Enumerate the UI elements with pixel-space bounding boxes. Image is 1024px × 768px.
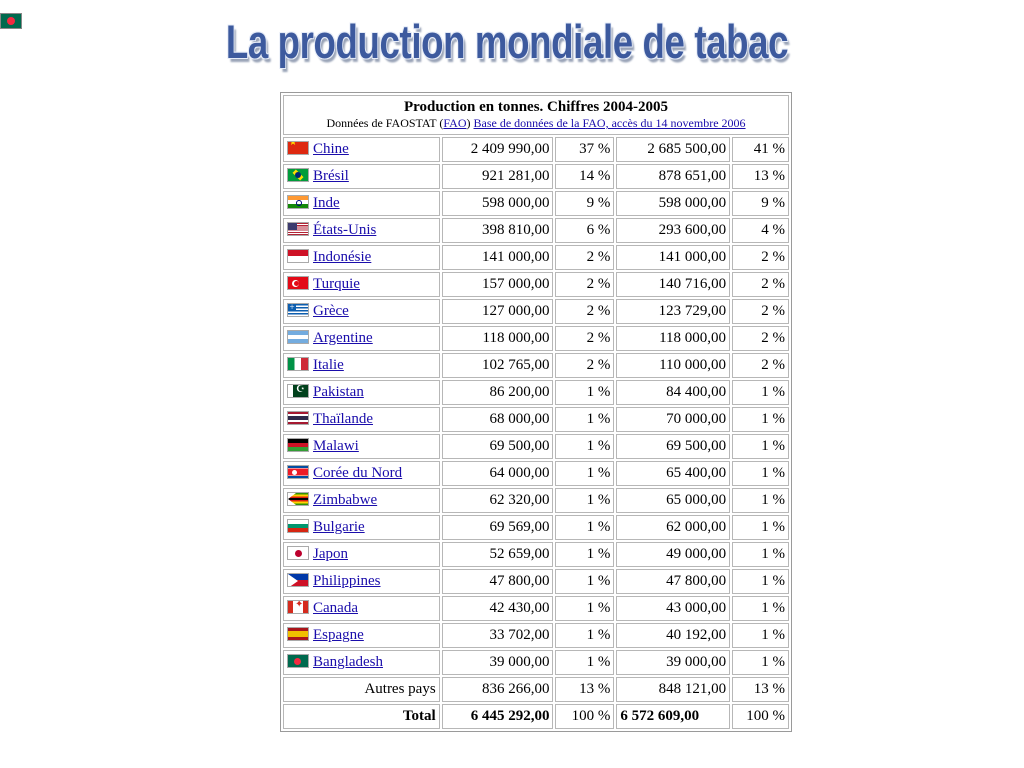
country-link[interactable]: Thaïlande [313, 411, 373, 427]
production-2004-cell: 836 266,00 [442, 677, 554, 702]
country-cell [283, 407, 440, 432]
share-2005-cell: 9 % [732, 191, 789, 216]
country-cell [283, 569, 440, 594]
production-2004-cell: 598 000,00 [442, 191, 554, 216]
table-row [283, 299, 789, 324]
share-2004-cell: 1 % [555, 542, 614, 567]
total-row [283, 704, 789, 729]
country-link[interactable]: États-Unis [313, 222, 377, 238]
country-cell [283, 299, 440, 324]
country-link[interactable]: Corée du Nord [313, 465, 403, 481]
table-row [283, 164, 789, 189]
table-row [283, 488, 789, 513]
es-flag-icon [287, 627, 309, 641]
production-2004-cell: 68 000,00 [442, 407, 554, 432]
production-2005-cell: 598 000,00 [616, 191, 730, 216]
country-cell [283, 380, 440, 405]
caption-title: Production en tonnes. Chiffres 2004-2005 [403, 99, 669, 115]
production-2004-cell: 52 659,00 [442, 542, 554, 567]
country-cell [283, 164, 440, 189]
country-link[interactable]: Inde [313, 195, 340, 211]
others-row [283, 677, 789, 702]
country-cell [283, 596, 440, 621]
zw-flag-icon [287, 492, 309, 506]
country-link[interactable]: Indonésie [313, 249, 372, 265]
bd-flag-icon [287, 654, 309, 668]
country-link[interactable]: Zimbabwe [313, 492, 378, 508]
production-2005-cell: 49 000,00 [616, 542, 730, 567]
caption-source [286, 115, 786, 131]
table-row [283, 245, 789, 270]
us-flag-icon [287, 222, 309, 236]
production-2005-cell: 43 000,00 [616, 596, 730, 621]
country-link[interactable]: Argentine [313, 330, 373, 346]
share-2005-cell: 100 % [732, 704, 789, 729]
table-row [283, 461, 789, 486]
share-2005-cell: 2 % [732, 272, 789, 297]
table-row [283, 326, 789, 351]
production-2004-cell: 921 281,00 [442, 164, 554, 189]
share-2005-cell: 2 % [732, 299, 789, 324]
production-2004-cell: 33 702,00 [442, 623, 554, 648]
it-flag-icon [287, 357, 309, 371]
country-cell [283, 353, 440, 378]
share-2005-cell: 1 % [732, 542, 789, 567]
share-2005-cell: 41 % [732, 137, 789, 162]
production-2004-cell: 118 000,00 [442, 326, 554, 351]
share-2005-cell: 1 % [732, 434, 789, 459]
production-2005-cell: 848 121,00 [616, 677, 730, 702]
production-2005-cell: 65 000,00 [616, 488, 730, 513]
share-2004-cell: 1 % [555, 407, 614, 432]
share-2004-cell: 1 % [555, 623, 614, 648]
others-row-label: Autres pays [283, 677, 440, 702]
ph-flag-icon [287, 573, 309, 587]
in-flag-icon [287, 195, 309, 209]
production-2005-cell: 2 685 500,00 [616, 137, 730, 162]
country-cell [283, 542, 440, 567]
share-2004-cell: 1 % [555, 434, 614, 459]
share-2005-cell: 13 % [732, 164, 789, 189]
production-2005-cell: 47 800,00 [616, 569, 730, 594]
ar-flag-icon [287, 330, 309, 344]
production-table [281, 93, 791, 731]
share-2005-cell: 1 % [732, 515, 789, 540]
production-2005-cell: 878 651,00 [616, 164, 730, 189]
pk-flag-icon [287, 384, 309, 398]
share-2004-cell: 37 % [555, 137, 614, 162]
country-link[interactable]: Italie [313, 357, 344, 373]
jp-flag-icon [287, 546, 309, 560]
slide-title: La production mondiale de tabac [225, 15, 789, 68]
production-2004-cell: 102 765,00 [442, 353, 554, 378]
production-2004-cell: 69 500,00 [442, 434, 554, 459]
production-2005-cell: 6 572 609,00 [616, 704, 730, 729]
production-2004-cell: 42 430,00 [442, 596, 554, 621]
share-2004-cell: 1 % [555, 461, 614, 486]
share-2005-cell: 1 % [732, 596, 789, 621]
share-2005-cell: 1 % [732, 407, 789, 432]
production-2004-cell: 86 200,00 [442, 380, 554, 405]
country-cell [283, 461, 440, 486]
country-cell [283, 272, 440, 297]
share-2004-cell: 1 % [555, 380, 614, 405]
country-cell [283, 488, 440, 513]
share-2005-cell: 2 % [732, 326, 789, 351]
table-caption [283, 95, 789, 135]
production-2005-cell: 39 000,00 [616, 650, 730, 675]
share-2004-cell: 1 % [555, 569, 614, 594]
table-row [283, 542, 789, 567]
caption-source-prefix: Données de FAOSTAT ( [326, 116, 444, 130]
share-2005-cell: 1 % [732, 488, 789, 513]
th-flag-icon [287, 411, 309, 425]
table-row [283, 515, 789, 540]
table-row [283, 623, 789, 648]
country-link[interactable]: Espagne [313, 627, 364, 643]
production-2004-cell: 64 000,00 [442, 461, 554, 486]
production-2004-cell: 39 000,00 [442, 650, 554, 675]
share-2004-cell: 1 % [555, 515, 614, 540]
country-cell [283, 326, 440, 351]
id-flag-icon [287, 249, 309, 263]
table-row [283, 218, 789, 243]
tr-flag-icon [287, 276, 309, 290]
production-2004-cell: 157 000,00 [442, 272, 554, 297]
production-2004-cell: 6 445 292,00 [442, 704, 554, 729]
table-row [283, 380, 789, 405]
share-2004-cell: 2 % [555, 326, 614, 351]
country-cell [283, 218, 440, 243]
production-2004-cell: 398 810,00 [442, 218, 554, 243]
fao-link[interactable]: FAO [443, 116, 467, 130]
production-2005-cell: 62 000,00 [616, 515, 730, 540]
gr-flag-icon [287, 303, 309, 317]
country-link[interactable]: Philippines [313, 573, 381, 589]
country-link[interactable]: Turquie [313, 276, 360, 292]
kp-flag-icon [287, 465, 309, 479]
table-row [283, 434, 789, 459]
production-2005-cell: 65 400,00 [616, 461, 730, 486]
country-link[interactable]: Brésil [313, 168, 349, 184]
table-row [283, 407, 789, 432]
production-2004-cell: 62 320,00 [442, 488, 554, 513]
production-2005-cell: 40 192,00 [616, 623, 730, 648]
share-2004-cell: 100 % [555, 704, 614, 729]
fao-database-link[interactable]: Base de données de la FAO, accès du 14 novembre 2006 [473, 116, 746, 130]
production-2005-cell: 123 729,00 [616, 299, 730, 324]
share-2005-cell: 1 % [732, 623, 789, 648]
country-link[interactable]: Pakistan [313, 384, 364, 400]
share-2005-cell: 1 % [732, 650, 789, 675]
mw-flag-icon [287, 438, 309, 452]
country-link[interactable]: Canada [313, 600, 358, 616]
country-link[interactable]: Bulgarie [313, 519, 365, 535]
share-2004-cell: 2 % [555, 353, 614, 378]
country-cell [283, 137, 440, 162]
share-2005-cell: 1 % [732, 380, 789, 405]
share-2005-cell: 4 % [732, 218, 789, 243]
ca-flag-icon [287, 600, 309, 614]
total-row-label: Total [283, 704, 440, 729]
br-flag-icon [287, 168, 309, 182]
production-2005-cell: 69 500,00 [616, 434, 730, 459]
share-2005-cell: 1 % [732, 461, 789, 486]
country-link[interactable]: Bangladesh [313, 654, 383, 670]
share-2005-cell: 2 % [732, 245, 789, 270]
share-2005-cell: 13 % [732, 677, 789, 702]
production-2005-cell: 70 000,00 [616, 407, 730, 432]
production-2005-cell: 110 000,00 [616, 353, 730, 378]
production-2004-cell: 69 569,00 [442, 515, 554, 540]
production-2004-cell: 2 409 990,00 [442, 137, 554, 162]
table-row [283, 596, 789, 621]
share-2004-cell: 1 % [555, 488, 614, 513]
share-2004-cell: 14 % [555, 164, 614, 189]
country-cell [283, 623, 440, 648]
production-2004-cell: 141 000,00 [442, 245, 554, 270]
share-2004-cell: 1 % [555, 650, 614, 675]
country-link[interactable]: Japon [313, 546, 348, 562]
production-2005-cell: 140 716,00 [616, 272, 730, 297]
production-2005-cell: 84 400,00 [616, 380, 730, 405]
share-2004-cell: 2 % [555, 299, 614, 324]
share-2004-cell: 1 % [555, 596, 614, 621]
production-2005-cell: 293 600,00 [616, 218, 730, 243]
table-row [283, 191, 789, 216]
share-2004-cell: 13 % [555, 677, 614, 702]
country-cell [283, 434, 440, 459]
share-2004-cell: 6 % [555, 218, 614, 243]
production-2004-cell: 127 000,00 [442, 299, 554, 324]
country-link[interactable]: Grèce [313, 303, 349, 319]
production-2005-cell: 118 000,00 [616, 326, 730, 351]
cn-flag-icon [287, 141, 309, 155]
caption-source-suffix: ) [466, 116, 471, 130]
bangladesh-flag-icon [0, 13, 22, 29]
table-row [283, 650, 789, 675]
share-2004-cell: 9 % [555, 191, 614, 216]
production-2005-cell: 141 000,00 [616, 245, 730, 270]
share-2005-cell: 1 % [732, 569, 789, 594]
country-link[interactable]: Malawi [313, 438, 359, 454]
production-2004-cell: 47 800,00 [442, 569, 554, 594]
caption-row [283, 95, 789, 135]
country-cell [283, 245, 440, 270]
bg-flag-icon [287, 519, 309, 533]
table-row [283, 353, 789, 378]
share-2004-cell: 2 % [555, 245, 614, 270]
country-cell [283, 191, 440, 216]
share-2005-cell: 2 % [732, 353, 789, 378]
table-row [283, 569, 789, 594]
table-row [283, 272, 789, 297]
share-2004-cell: 2 % [555, 272, 614, 297]
production-table-container [280, 92, 792, 732]
country-cell [283, 515, 440, 540]
table-row [283, 137, 789, 162]
country-cell [283, 650, 440, 675]
country-link[interactable]: Chine [313, 141, 349, 157]
